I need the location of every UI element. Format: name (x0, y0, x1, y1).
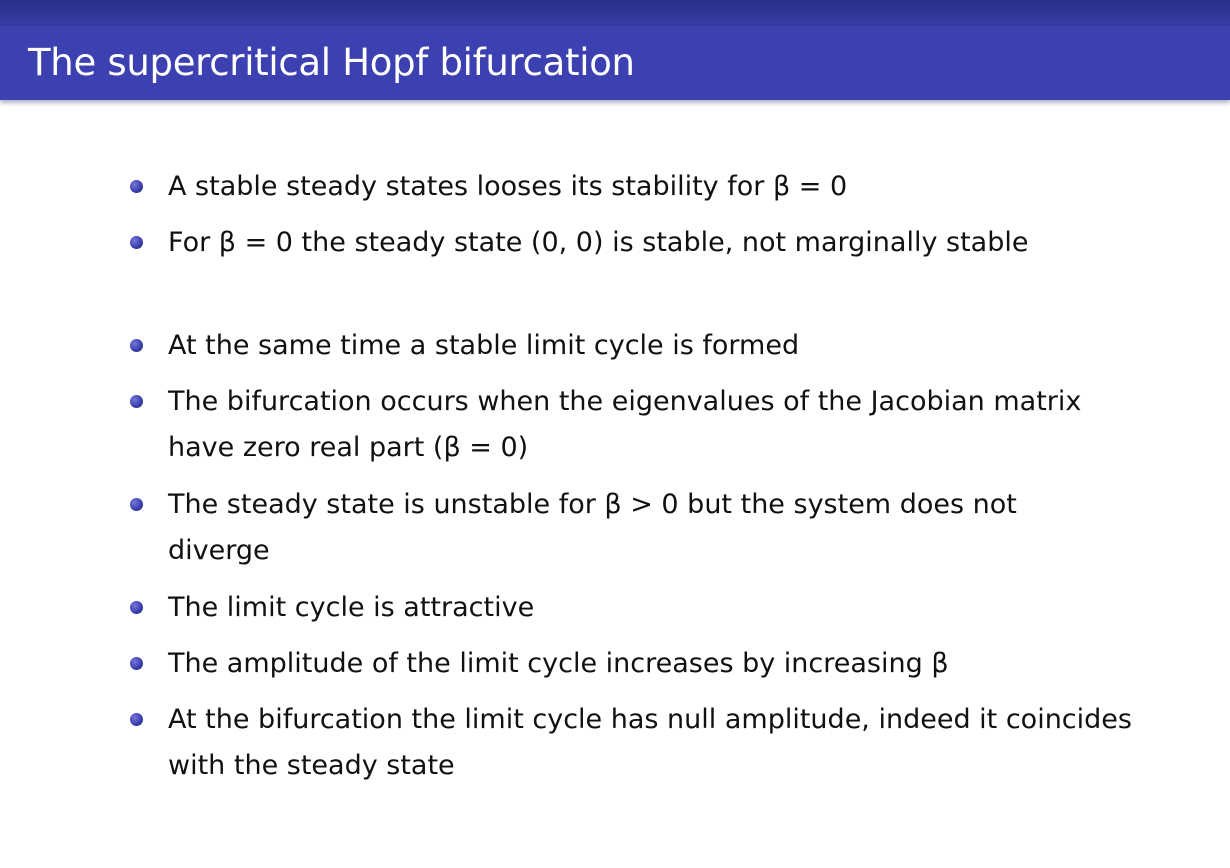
bullet-text: The limit cycle is attractive (168, 592, 535, 623)
bullet-text: At the same time a stable limit cycle is formed (168, 330, 800, 361)
bullet-text: For β = 0 the steady state (0, 0) is stable, not marginally stable (168, 227, 1029, 258)
header-top-strip (0, 0, 1230, 26)
bullet-icon (130, 236, 143, 249)
bullet-text: A stable steady states looses its stability for β = 0 (168, 171, 848, 202)
slide-title: The supercritical Hopf bifurcation (28, 41, 635, 84)
bullet-text: The amplitude of the limit cycle increases by increasing β (168, 648, 949, 679)
bullet-icon (130, 601, 143, 614)
bullet-text: The bifurcation occurs when the eigenvalues of the Jacobian matrix have zero real part (β = 0) (168, 386, 1082, 463)
bullet-icon (130, 180, 143, 193)
bullet-item (168, 164, 1168, 210)
bullet-item (168, 379, 1168, 471)
bullet-item (168, 323, 1168, 369)
bullet-icon (130, 395, 143, 408)
bullet-icon (130, 713, 143, 726)
bullet-icon (130, 657, 143, 670)
bullet-item (168, 220, 1168, 266)
bullet-icon (130, 498, 143, 511)
bullet-icon (130, 339, 143, 352)
bullet-item (168, 482, 1168, 574)
bullet-item (168, 697, 1168, 789)
bullet-item (168, 641, 1168, 687)
bullet-text: The steady state is unstable for β > 0 but the system does not diverge (168, 489, 1017, 566)
bullet-text: At the bifurcation the limit cycle has null amplitude, indeed it coincides with the steady state (168, 704, 1132, 781)
title-bar (0, 26, 1230, 100)
bullet-item (168, 585, 1168, 631)
